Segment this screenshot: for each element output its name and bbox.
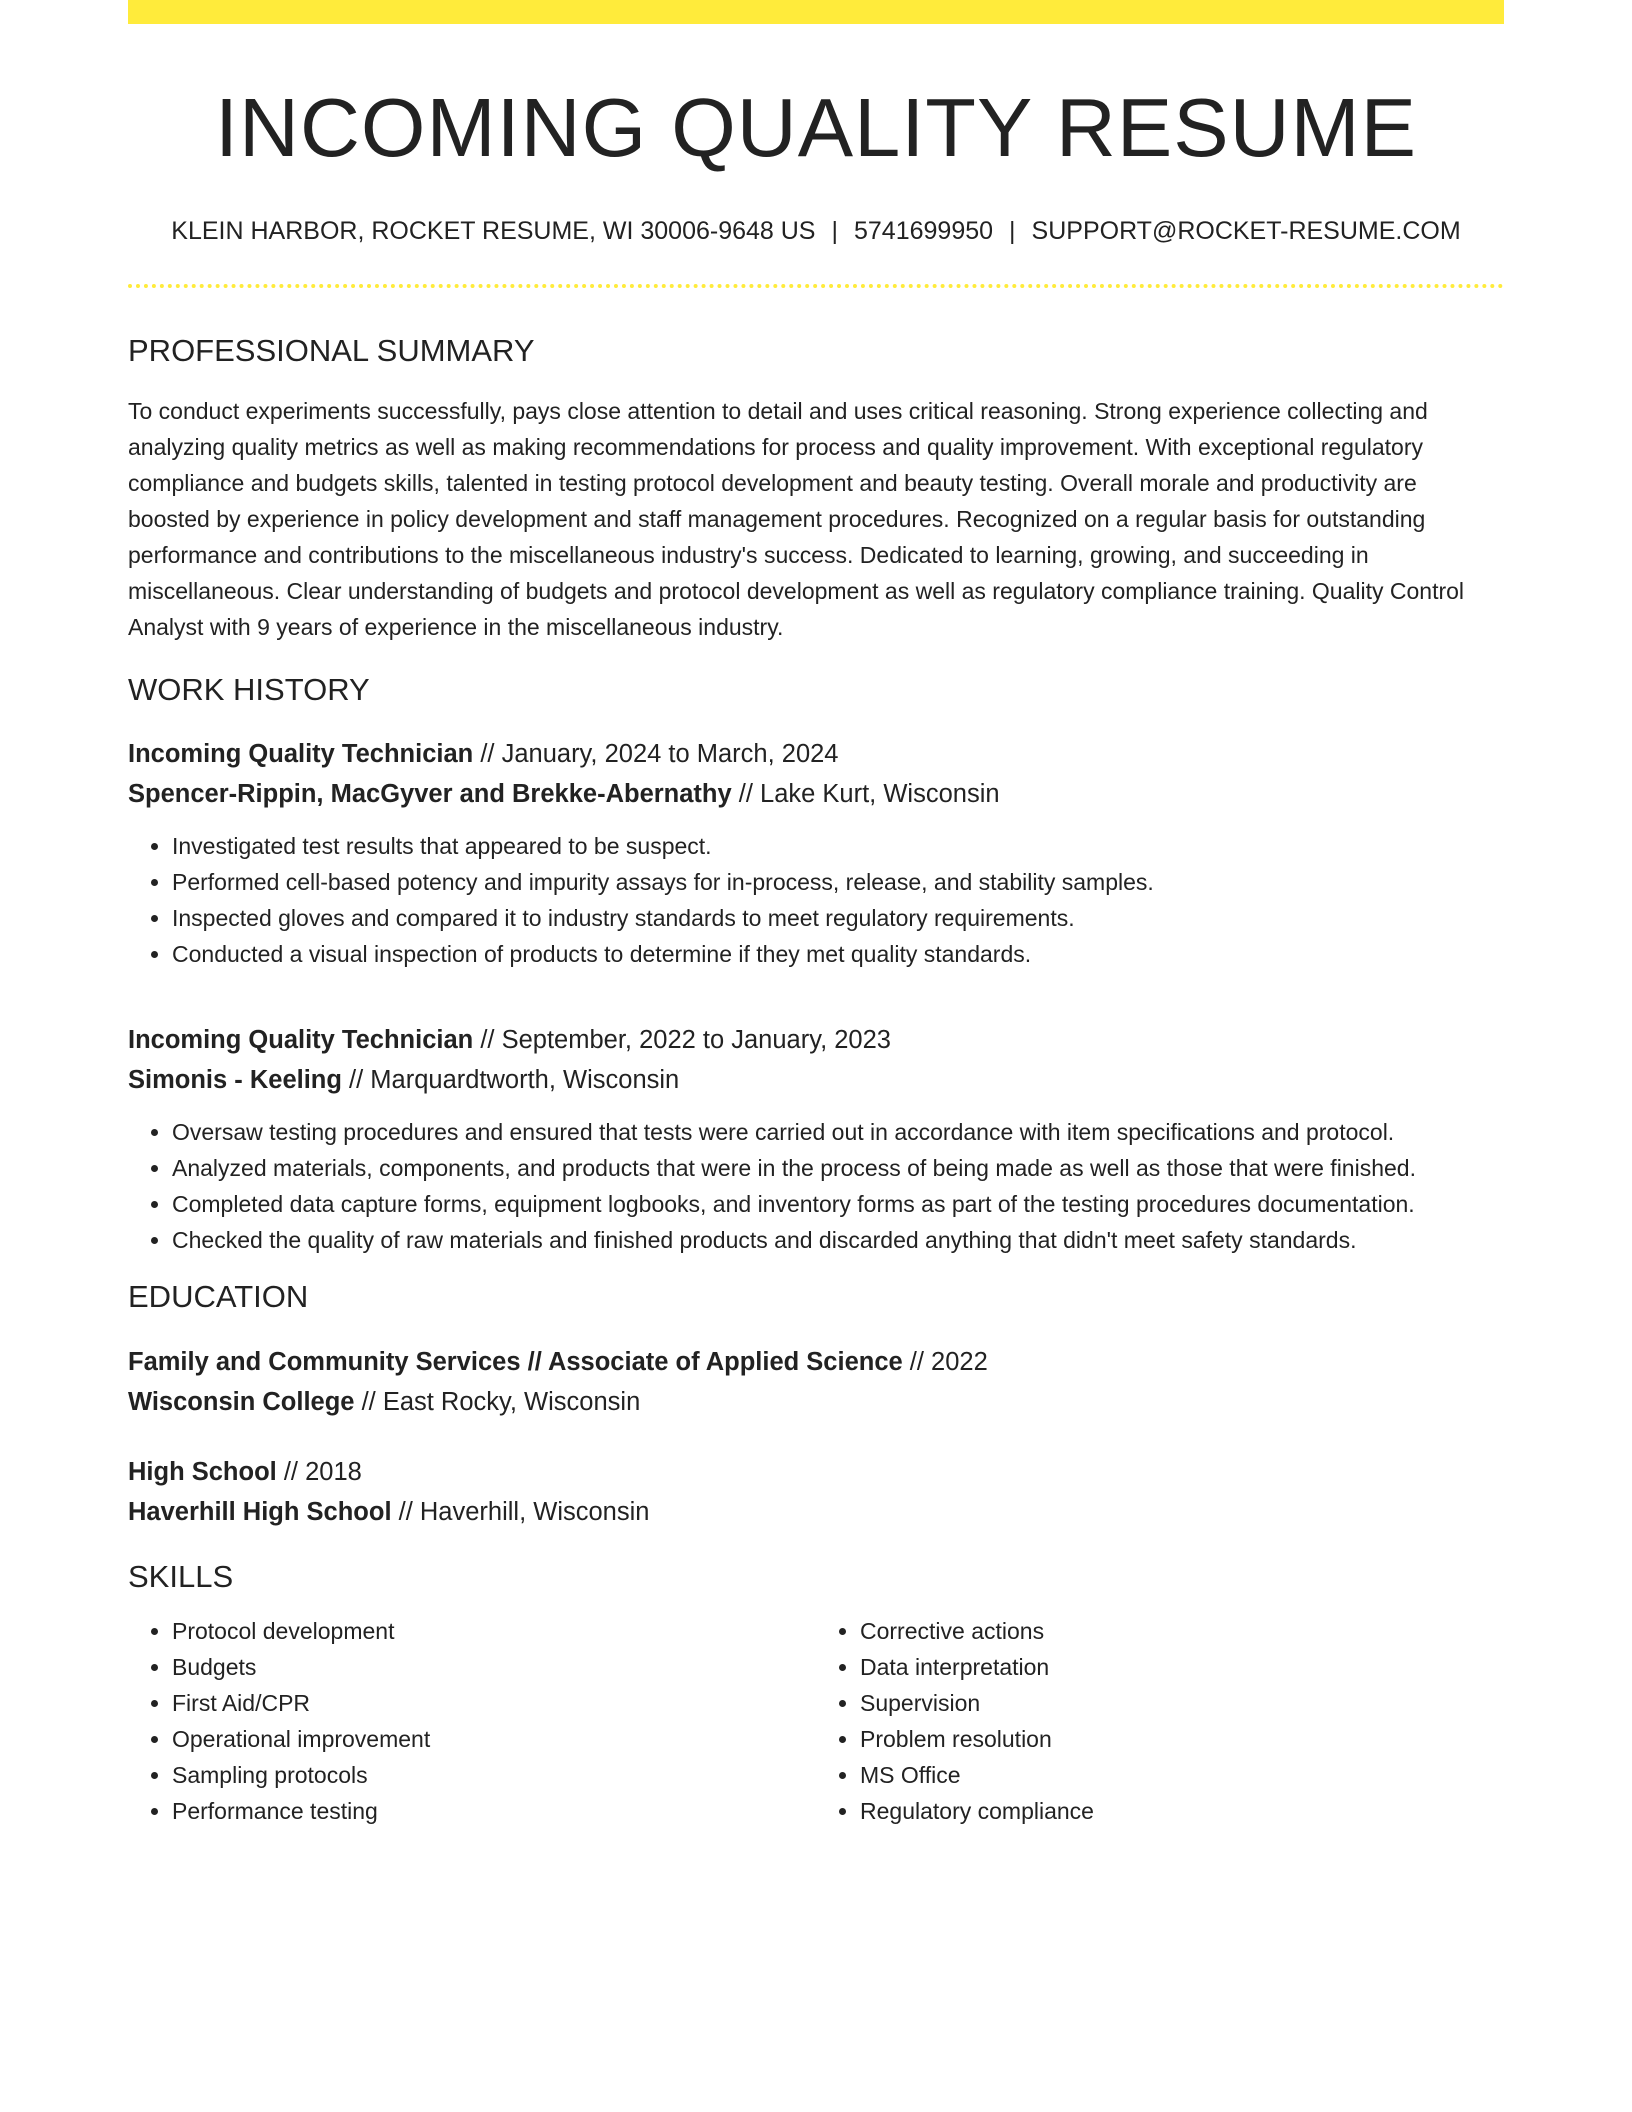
education-degree: Family and Community Services // Associate of Applied Science bbox=[128, 1347, 903, 1376]
education-location: // East Rocky, Wisconsin bbox=[354, 1387, 641, 1416]
skill-item: • Budgets bbox=[172, 1649, 816, 1685]
education-year: // 2018 bbox=[276, 1457, 362, 1486]
job-title-line bbox=[128, 1020, 1504, 1060]
summary-text: To conduct experiments successfully, pays close attention to detail and uses critical reasoning. Strong experience collecting and analyzing quality metrics as well as making recommendations for process and quality improvement. With exceptional regulatory compliance and budgets skills, talented in testing protocol development and beauty testing. Overall morale and productivity are boosted by experience in policy development and staff management procedures. Recognized on a regular basis for outstanding performance and contributions to the miscellaneous industry's success. Dedicated to learning, growing, and succeeding in miscellaneous. Clear understanding of budgets and protocol development as well as regulatory compliance training. Quality Control Analyst with 9 years of experience in the miscellaneous industry. bbox=[128, 398, 1465, 641]
resume-title: INCOMING QUALITY RESUME bbox=[214, 81, 1418, 174]
job-bullet: • Performed cell-based potency and impurity assays for in-process, release, and stability samples. bbox=[172, 864, 1504, 900]
skill-item: • Supervision bbox=[860, 1685, 1504, 1721]
job-bullet: • Analyzed materials, components, and products that were in the process of being made as well as those that were finished. bbox=[172, 1150, 1504, 1186]
job-location: // Marquardtworth, Wisconsin bbox=[341, 1066, 680, 1095]
dotted-divider bbox=[128, 284, 1504, 288]
skill-item: • First Aid/CPR bbox=[172, 1685, 816, 1721]
job-bullet: • Conducted a visual inspection of products to determine if they met quality standards. bbox=[172, 936, 1504, 972]
job-dates: // September, 2022 to January, 2023 bbox=[473, 1026, 891, 1055]
job-entry bbox=[128, 734, 1504, 972]
job-bullets bbox=[128, 1114, 1504, 1258]
education-school-line bbox=[128, 1492, 1504, 1532]
job-bullets bbox=[128, 828, 1504, 972]
resume-page bbox=[128, 0, 1504, 1829]
job-dates: // January, 2024 to March, 2024 bbox=[473, 740, 839, 769]
work-history-heading: WORK HISTORY bbox=[128, 672, 370, 708]
job-entry bbox=[128, 1020, 1504, 1258]
skill-item: • Problem resolution bbox=[860, 1721, 1504, 1757]
skills-columns bbox=[128, 1613, 1504, 1829]
summary-heading: PROFESSIONAL SUMMARY bbox=[128, 332, 535, 368]
skills-column-right bbox=[816, 1613, 1504, 1829]
job-company-line bbox=[128, 1060, 1504, 1100]
skill-item: • Operational improvement bbox=[172, 1721, 816, 1757]
job-bullet: • Inspected gloves and compared it to industry standards to meet regulatory requirements. bbox=[172, 900, 1504, 936]
education-location: // Haverhill, Wisconsin bbox=[391, 1497, 650, 1526]
skill-item: • Corrective actions bbox=[860, 1613, 1504, 1649]
education-heading: EDUCATION bbox=[128, 1279, 309, 1315]
job-role: Incoming Quality Technician bbox=[128, 740, 474, 769]
contact-separator: | bbox=[831, 217, 838, 246]
job-bullet: • Checked the quality of raw materials and finished products and discarded anything that didn't meet safety standards. bbox=[172, 1222, 1504, 1258]
education-school-line bbox=[128, 1382, 1504, 1422]
education-entry bbox=[128, 1452, 1504, 1532]
education-entry bbox=[128, 1342, 1504, 1422]
job-company-line bbox=[128, 774, 1504, 814]
education-year: // 2022 bbox=[902, 1347, 988, 1376]
skill-item: • Regulatory compliance bbox=[860, 1793, 1504, 1829]
skills-column-left bbox=[128, 1613, 816, 1829]
job-company: Simonis - Keeling bbox=[128, 1066, 342, 1095]
contact-separator: | bbox=[1009, 217, 1016, 246]
skill-item: • Performance testing bbox=[172, 1793, 816, 1829]
education-degree-line bbox=[128, 1452, 1504, 1492]
skill-item: • Data interpretation bbox=[860, 1649, 1504, 1685]
contact-email: SUPPORT@ROCKET-RESUME.COM bbox=[1031, 217, 1461, 246]
education-degree-line bbox=[128, 1342, 1504, 1382]
job-bullet: • Investigated test results that appeared to be suspect. bbox=[172, 828, 1504, 864]
education-degree: High School bbox=[128, 1457, 277, 1486]
skill-item: • Protocol development bbox=[172, 1613, 816, 1649]
education-school: Wisconsin College bbox=[128, 1387, 355, 1416]
job-role: Incoming Quality Technician bbox=[128, 1026, 474, 1055]
top-accent-bar bbox=[128, 0, 1504, 24]
skills-heading: SKILLS bbox=[128, 1558, 234, 1594]
skill-item: • MS Office bbox=[860, 1757, 1504, 1793]
contact-phone: 5741699950 bbox=[854, 217, 994, 246]
contact-address: KLEIN HARBOR, ROCKET RESUME, WI 30006-9648 US bbox=[171, 217, 816, 246]
job-bullet: • Completed data capture forms, equipment logbooks, and inventory forms as part of the testing procedures documentation. bbox=[172, 1186, 1504, 1222]
job-title-line bbox=[128, 734, 1504, 774]
job-location: // Lake Kurt, Wisconsin bbox=[731, 780, 1000, 809]
job-company: Spencer-Rippin, MacGyver and Brekke-Abernathy bbox=[128, 780, 732, 809]
skill-item: • Sampling protocols bbox=[172, 1757, 816, 1793]
education-school: Haverhill High School bbox=[128, 1497, 392, 1526]
job-bullet: • Oversaw testing procedures and ensured that tests were carried out in accordance with item specifications and protocol. bbox=[172, 1114, 1504, 1150]
contact-line bbox=[128, 215, 1504, 248]
